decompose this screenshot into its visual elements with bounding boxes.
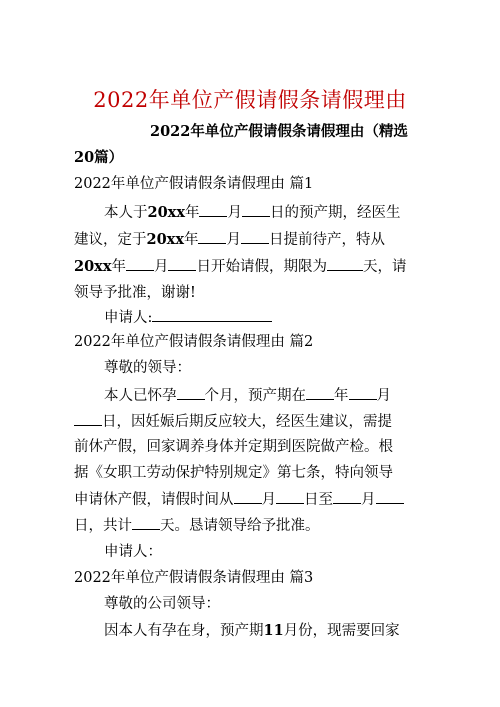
paragraph-line — [74, 229, 434, 250]
text-run: 月 — [376, 388, 391, 404]
paragraph-line — [104, 621, 464, 641]
blank-field — [333, 489, 361, 504]
text-run: 天。恳请领导给予批准。 — [160, 518, 320, 534]
section-heading-3: 2022年单位产假请假条请假理由 篇3 — [74, 570, 314, 586]
blank-field — [242, 202, 270, 217]
text-run: 天，请 — [362, 259, 407, 275]
blank-field — [241, 229, 269, 244]
blank-field — [126, 256, 154, 271]
applicant-label: 申请人： — [104, 544, 162, 560]
greeting: 尊敬的公司领导： — [104, 596, 220, 612]
text-run: 年 — [184, 205, 200, 221]
text-run: 日，因妊娠后期反应较大，经医生建议，需提 — [102, 414, 392, 430]
blank-field — [74, 411, 102, 426]
blank-field — [306, 385, 334, 400]
applicant-line — [104, 307, 464, 328]
text-run: 月 — [153, 259, 169, 275]
signature-blank — [152, 307, 272, 322]
blank-field — [349, 385, 377, 400]
blank-field — [327, 256, 363, 271]
blank-field — [199, 202, 227, 217]
text-run: 日的预产期，经医生 — [269, 205, 401, 221]
subtitle-line-2: 20篇） — [74, 149, 124, 166]
text-run: 月 — [226, 232, 241, 248]
blank-field — [177, 385, 205, 400]
text-run: 年 — [111, 259, 126, 275]
blank-field — [234, 489, 262, 504]
paragraph-line — [74, 411, 434, 432]
text-run: 日开始请假，期限为 — [196, 259, 327, 275]
paragraph-line: 前休产假，回家调养身体并定期到医院做产检。根 — [74, 439, 393, 455]
greeting: 尊敬的领导： — [104, 360, 191, 376]
section-heading-2: 2022年单位产假请假条请假理由 篇2 — [74, 334, 314, 350]
text-run: 建议，定于 — [74, 232, 147, 248]
section-heading-1: 2022年单位产假请假条请假理由 篇1 — [74, 176, 314, 192]
text-run: 年 — [183, 232, 199, 248]
text-run: 20xx — [147, 204, 185, 221]
applicant-label: 申请人: — [104, 310, 153, 326]
text-run: 月 — [261, 492, 276, 508]
text-run: 20xx — [74, 258, 112, 275]
text-run: 20xx — [146, 231, 184, 248]
paragraph-line: 据《女职工劳动保护特别规定》第七条，特向领导 — [74, 465, 393, 481]
text-run: 月份，现需要回家 — [283, 623, 400, 639]
paragraph-line — [74, 256, 434, 277]
text-run: 日至 — [304, 492, 333, 508]
text-run: 日，共计 — [74, 518, 132, 534]
blank-field — [198, 229, 226, 244]
paragraph-line: 领导予批准，谢谢! — [74, 285, 196, 301]
text-run: 11 — [263, 622, 284, 639]
text-run: 因本人有孕在身，预产期 — [104, 623, 264, 639]
blank-field — [276, 489, 304, 504]
paragraph-line — [74, 489, 434, 510]
subtitle-line-1: 2022年单位产假请假条请假理由（精选 — [150, 123, 408, 140]
document-title: 2022年单位产假请假条请假理由 — [93, 88, 407, 112]
text-run: 年 — [334, 388, 349, 404]
blank-field — [168, 256, 196, 271]
paragraph-line — [74, 515, 434, 536]
text-run: 申请休产假，请假时间从 — [74, 492, 234, 508]
blank-field — [376, 489, 404, 504]
text-run: 日提前待产，特从 — [268, 232, 385, 248]
blank-field — [132, 515, 160, 530]
text-run: 本人已怀孕 — [104, 388, 177, 404]
text-run: 本人于 — [104, 205, 148, 221]
paragraph-line — [104, 202, 464, 223]
text-run: 月 — [361, 492, 376, 508]
text-run: 个月，预产期在 — [204, 388, 306, 404]
paragraph-line — [104, 385, 464, 406]
text-run: 月 — [227, 205, 242, 221]
